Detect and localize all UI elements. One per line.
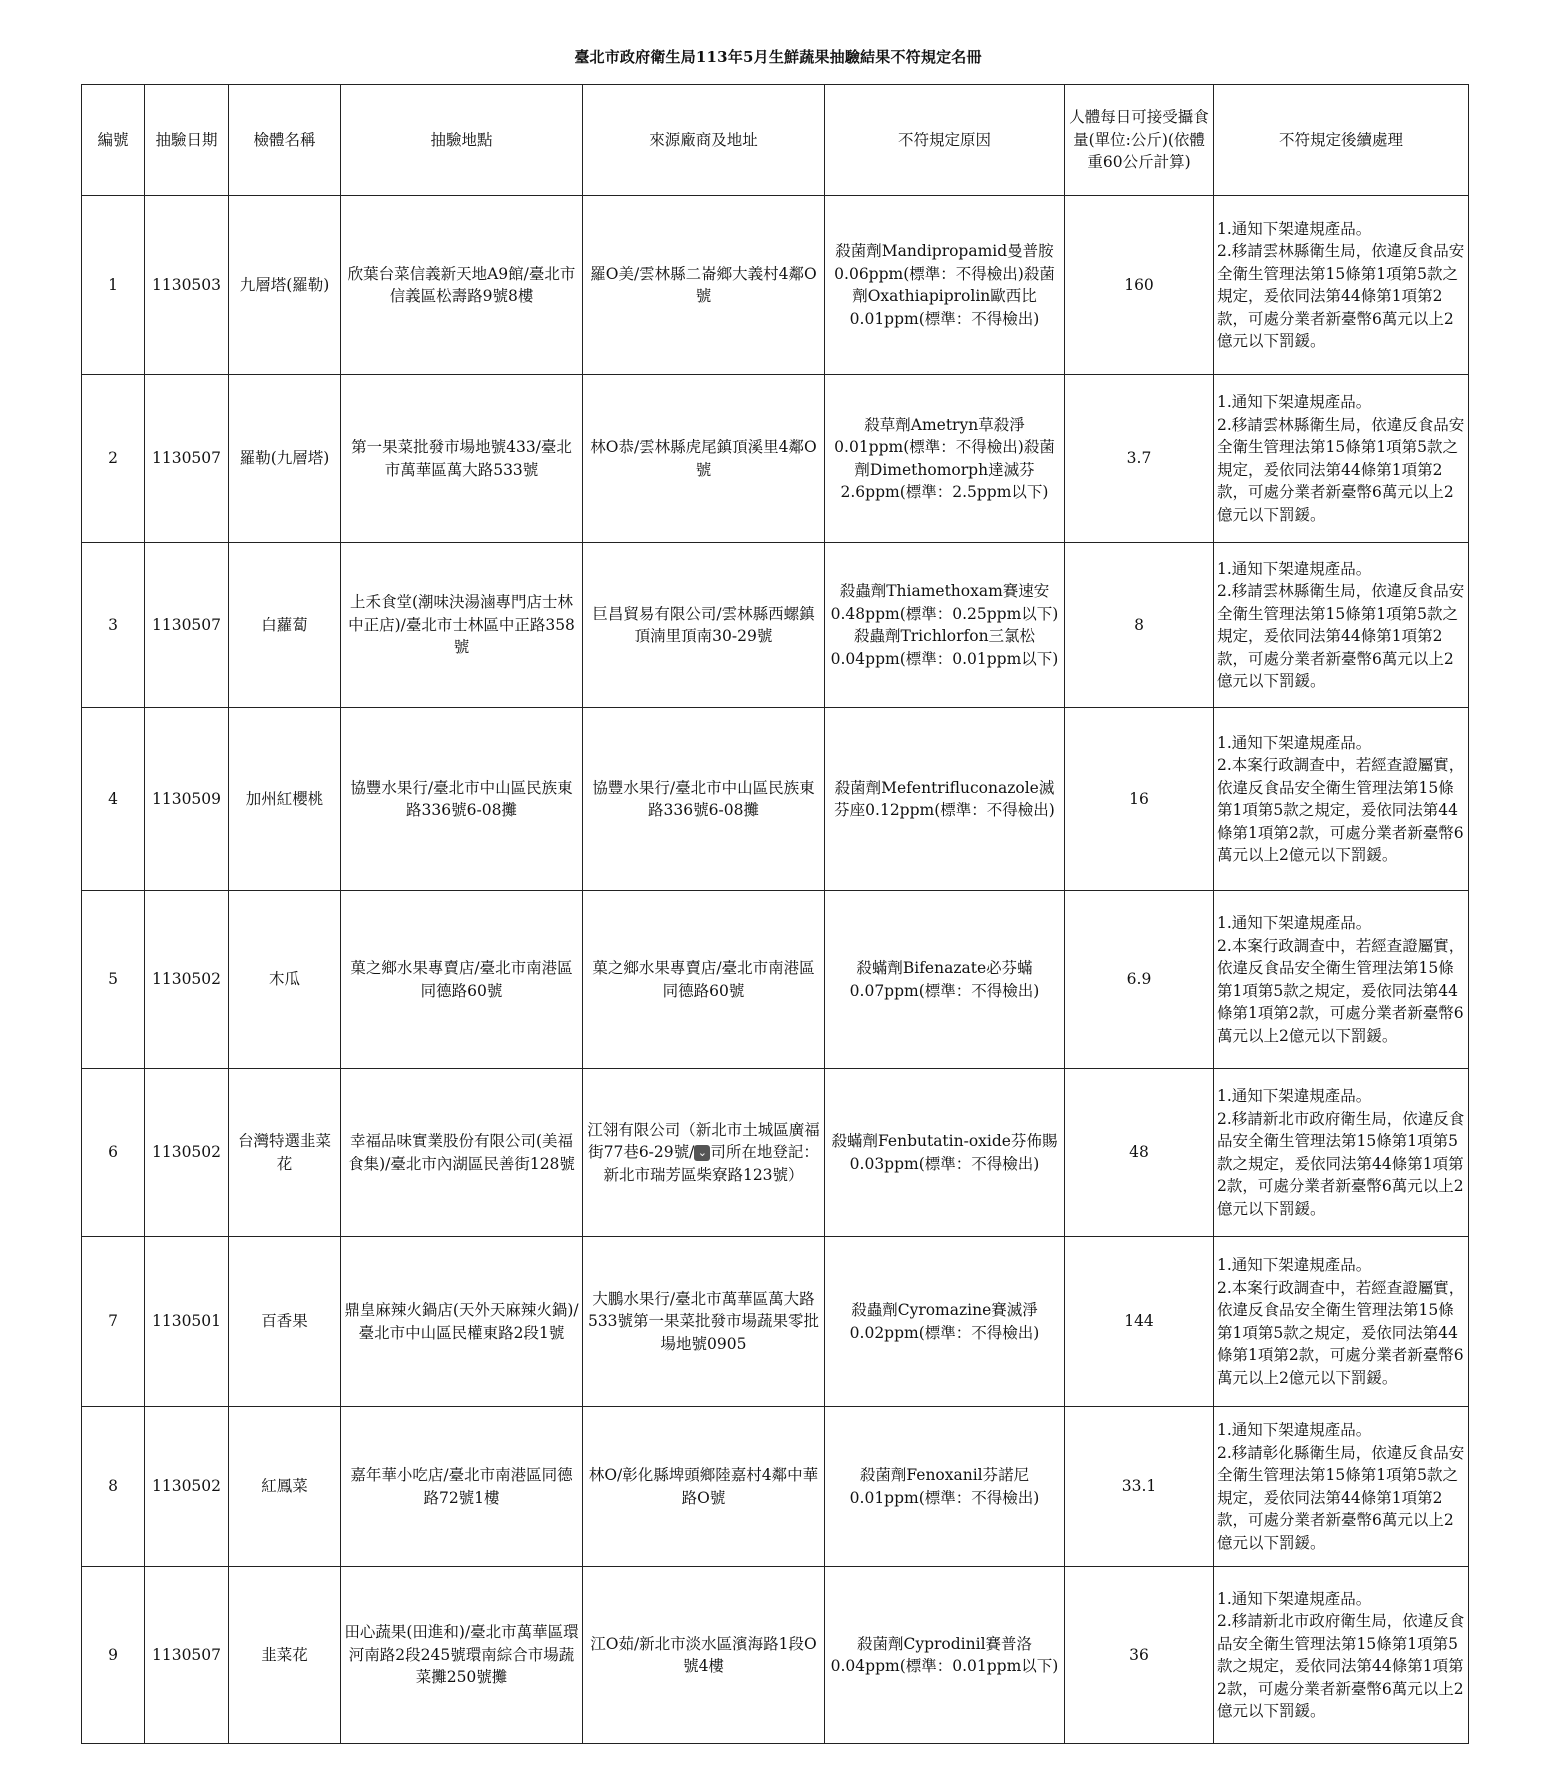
cell-source: 菓之鄉水果專賣店/臺北市南港區同德路60號 <box>583 891 825 1069</box>
table-row <box>82 543 1469 708</box>
cell-sample: 白蘿蔔 <box>229 543 341 708</box>
followup-line-2: 2.本案行政調查中，若經查證屬實，依違反食品安全衛生管理法第15條第1項第5款之規定，爰依同法第44條第1項第2款，可處分業者新臺幣6萬元以上2億元以下罰鍰。 <box>1217 1278 1465 1387</box>
cell-source: 江O茹/新北市淡水區濱海路1段O號4樓 <box>583 1567 825 1744</box>
cell-followup <box>1214 196 1469 375</box>
cell-source <box>583 1069 825 1237</box>
table-row <box>82 375 1469 543</box>
followup-line-1: 1.通知下架違規產品。 <box>1217 559 1372 578</box>
followup-line-1: 1.通知下架違規產品。 <box>1217 1087 1372 1105</box>
cell-followup <box>1214 543 1469 708</box>
header-followup: 不符規定後續處理 <box>1214 85 1469 196</box>
followup-line-1: 1.通知下架違規產品。 <box>1217 733 1372 752</box>
cell-reason: 殺菌劑Cyprodinil賽普洛0.04ppm(標準：0.01ppm以下) <box>825 1567 1065 1744</box>
cell-date: 1130507 <box>145 1567 229 1744</box>
cell-intake: 8 <box>1065 543 1214 708</box>
chevron-down-icon: ⌄ <box>694 1145 710 1161</box>
table-header-row <box>82 85 1469 196</box>
cell-date: 1130502 <box>145 1407 229 1567</box>
table-row <box>82 1237 1469 1407</box>
followup-line-1: 1.通知下架違規產品。 <box>1217 219 1372 238</box>
header-reason: 不符規定原因 <box>825 85 1065 196</box>
cell-source: 大鵬水果行/臺北市萬華區萬大路533號第一果菜批發市場蔬果零批場地號0905 <box>583 1237 825 1407</box>
cell-reason: 殺菌劑Fenoxanil芬諾尼0.01ppm(標準：不得檢出) <box>825 1407 1065 1567</box>
cell-intake: 3.7 <box>1065 375 1214 543</box>
cell-followup <box>1214 1567 1469 1744</box>
cell-location: 嘉年華小吃店/臺北市南港區同德路72號1樓 <box>341 1407 583 1567</box>
cell-intake: 6.9 <box>1065 891 1214 1069</box>
followup-line-2: 2.本案行政調查中，若經查證屬實，依違反食品安全衛生管理法第15條第1項第5款之規定，爰依同法第44條第1項第2款，可處分業者新臺幣6萬元以上2億元以下罰鍰。 <box>1217 756 1465 864</box>
cell-source: 巨昌貿易有限公司/雲林縣西螺鎮頂湳里頂南30-29號 <box>583 543 825 708</box>
cell-source: 羅O美/雲林縣二崙鄉大義村4鄰O號 <box>583 196 825 375</box>
cell-no: 7 <box>82 1237 145 1407</box>
cell-reason: 殺菌劑Mefentrifluconazole滅芬座0.12ppm(標準：不得檢出) <box>825 708 1065 891</box>
cell-location: 第一果菜批發市場地號433/臺北市萬華區萬大路533號 <box>341 375 583 543</box>
cell-sample: 台灣特選韭菜花 <box>229 1069 341 1237</box>
header-sample: 檢體名稱 <box>229 85 341 196</box>
cell-reason: 殺蟲劑Thiamethoxam賽速安0.48ppm(標準：0.25ppm以下)殺蟲劑Trichlorfon三氯松0.04ppm(標準：0.01ppm以下) <box>825 543 1065 708</box>
cell-date: 1130501 <box>145 1237 229 1407</box>
cell-no: 8 <box>82 1407 145 1567</box>
header-location: 抽驗地點 <box>341 85 583 196</box>
cell-location: 上禾食堂(潮味決湯滷專門店士林中正店)/臺北市士林區中正路358號 <box>341 543 583 708</box>
cell-source: 協豐水果行/臺北市中山區民族東路336號6-08攤 <box>583 708 825 891</box>
cell-location: 欣葉台菜信義新天地A9館/臺北市信義區松壽路9號8樓 <box>341 196 583 375</box>
cell-date: 1130503 <box>145 196 229 375</box>
followup-line-1: 1.通知下架違規產品。 <box>1217 1589 1372 1608</box>
cell-sample: 加州紅櫻桃 <box>229 708 341 891</box>
followup-line-1: 1.通知下架違規產品。 <box>1217 914 1372 932</box>
cell-location: 協豐水果行/臺北市中山區民族東路336號6-08攤 <box>341 708 583 891</box>
cell-intake: 144 <box>1065 1237 1214 1407</box>
violation-table <box>81 84 1469 1744</box>
cell-no: 5 <box>82 891 145 1069</box>
source-text-part-1: 江翎有限公司（新北市土城區廣福街77巷6-29號/ <box>587 1120 820 1162</box>
source-text-part-2: 司所在地登記：新北市瑞芳區柴寮路123號） <box>603 1143 819 1184</box>
cell-followup <box>1214 891 1469 1069</box>
cell-followup <box>1214 708 1469 891</box>
cell-location: 幸福品味實業股份有限公司(美福食集)/臺北市內湖區民善街128號 <box>341 1069 583 1237</box>
cell-no: 6 <box>82 1069 145 1237</box>
table-row <box>82 1069 1469 1237</box>
cell-sample: 韭菜花 <box>229 1567 341 1744</box>
followup-line-2: 2.移請新北市政府衛生局，依違反食品安全衛生管理法第15條第1項第5款之規定，爰依同法第44條第1項第2款，可處分業者新臺幣6萬元以上2億元以下罰鍰。 <box>1217 1109 1465 1218</box>
cell-followup <box>1214 1069 1469 1237</box>
cell-reason: 殺草劑Ametryn草殺淨0.01ppm(標準：不得檢出)殺菌劑Dimethomorph達滅芬2.6ppm(標準：2.5ppm以下) <box>825 375 1065 543</box>
document-title: 臺北市政府衛生局113年5月生鮮蔬果抽驗結果不符規定名冊 <box>574 48 982 66</box>
header-date: 抽驗日期 <box>145 85 229 196</box>
header-intake: 人體每日可接受攝食量(單位:公斤)(依體重60公斤計算) <box>1065 85 1214 196</box>
cell-date: 1130502 <box>145 891 229 1069</box>
cell-date: 1130509 <box>145 708 229 891</box>
cell-no: 2 <box>82 375 145 543</box>
cell-sample: 紅鳳菜 <box>229 1407 341 1567</box>
cell-no: 9 <box>82 1567 145 1744</box>
table-row <box>82 1407 1469 1567</box>
followup-line-2: 2.移請雲林縣衛生局，依違反食品安全衛生管理法第15條第1項第5款之規定，爰依同法第44條第1項第2款，可處分業者新臺幣6萬元以上2億元以下罰鍰。 <box>1217 582 1465 690</box>
cell-intake: 33.1 <box>1065 1407 1214 1567</box>
header-source: 來源廠商及地址 <box>583 85 825 196</box>
cell-sample: 羅勒(九層塔) <box>229 375 341 543</box>
header-no: 編號 <box>82 85 145 196</box>
cell-followup <box>1214 375 1469 543</box>
followup-line-2: 2.移請彰化縣衛生局，依違反食品安全衛生管理法第15條第1項第5款之規定，爰依同法第44條第1項第2款，可處分業者新臺幣6萬元以上2億元以下罰鍰。 <box>1217 1443 1465 1552</box>
followup-line-2: 2.移請新北市政府衛生局，依違反食品安全衛生管理法第15條第1項第5款之規定，爰依同法第44條第1項第2款，可處分業者新臺幣6萬元以上2億元以下罰鍰。 <box>1217 1612 1465 1720</box>
table-row <box>82 708 1469 891</box>
cell-followup <box>1214 1407 1469 1567</box>
cell-date: 1130507 <box>145 543 229 708</box>
cell-location: 菓之鄉水果專賣店/臺北市南港區同德路60號 <box>341 891 583 1069</box>
cell-date: 1130502 <box>145 1069 229 1237</box>
followup-line-1: 1.通知下架違規產品。 <box>1217 1256 1372 1274</box>
cell-no: 3 <box>82 543 145 708</box>
cell-reason: 殺菌劑Mandipropamid曼普胺0.06ppm(標準：不得檢出)殺菌劑Oxathiapiprolin歐西比0.01ppm(標準：不得檢出) <box>825 196 1065 375</box>
followup-line-2: 2.移請雲林縣衛生局，依違反食品安全衛生管理法第15條第1項第5款之規定，爰依同法第44條第1項第2款，可處分業者新臺幣6萬元以上2億元以下罰鍰。 <box>1217 415 1465 524</box>
cell-intake: 36 <box>1065 1567 1214 1744</box>
cell-location: 田心蔬果(田進和)/臺北市萬華區環河南路2段245號環南綜合市場蔬菜攤250號攤 <box>341 1567 583 1744</box>
cell-no: 1 <box>82 196 145 375</box>
cell-sample: 木瓜 <box>229 891 341 1069</box>
cell-date: 1130507 <box>145 375 229 543</box>
followup-line-2: 2.移請雲林縣衛生局，依違反食品安全衛生管理法第15條第1項第5款之規定，爰依同法第44條第1項第2款，可處分業者新臺幣6萬元以上2億元以下罰鍰。 <box>1217 242 1465 350</box>
cell-reason: 殺蟲劑Cyromazine賽滅淨0.02ppm(標準：不得檢出) <box>825 1237 1065 1407</box>
cell-source: 林O恭/雲林縣虎尾鎮頂溪里4鄰O號 <box>583 375 825 543</box>
cell-sample: 百香果 <box>229 1237 341 1407</box>
table-row <box>82 1567 1469 1744</box>
cell-sample: 九層塔(羅勒) <box>229 196 341 375</box>
followup-line-1: 1.通知下架違規產品。 <box>1217 1421 1372 1439</box>
cell-location: 鼎皇麻辣火鍋店(天外天麻辣火鍋)/臺北市中山區民權東路2段1號 <box>341 1237 583 1407</box>
cell-no: 4 <box>82 708 145 891</box>
followup-line-1: 1.通知下架違規產品。 <box>1217 393 1372 411</box>
cell-reason: 殺蟎劑Bifenazate必芬蟎0.07ppm(標準：不得檢出) <box>825 891 1065 1069</box>
cell-intake: 48 <box>1065 1069 1214 1237</box>
table-row <box>82 891 1469 1069</box>
cell-intake: 160 <box>1065 196 1214 375</box>
cell-intake: 16 <box>1065 708 1214 891</box>
cell-followup <box>1214 1237 1469 1407</box>
cell-reason: 殺蟎劑Fenbutatin-oxide芬佈賜0.03ppm(標準：不得檢出) <box>825 1069 1065 1237</box>
table-row <box>82 196 1469 375</box>
followup-line-2: 2.本案行政調查中，若經查證屬實，依違反食品安全衛生管理法第15條第1項第5款之規定，爰依同法第44條第1項第2款，可處分業者新臺幣6萬元以上2億元以下罰鍰。 <box>1217 936 1465 1045</box>
cell-source: 林O/彰化縣埤頭鄉陸嘉村4鄰中華路O號 <box>583 1407 825 1567</box>
